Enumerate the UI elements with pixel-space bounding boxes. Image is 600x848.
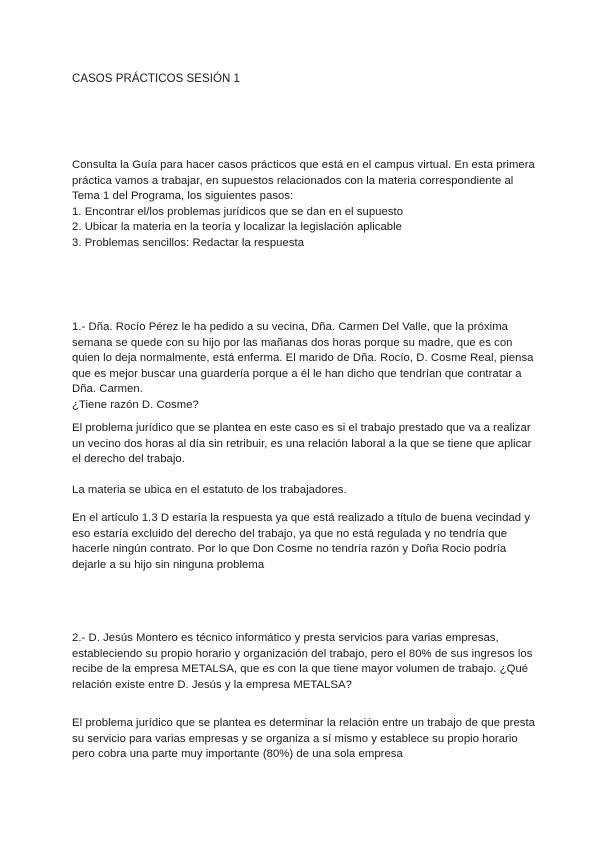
title-line: CASOS PRÁCTICOS SESIÓN 1 (72, 73, 240, 85)
text-line: relación existe entre D. Jesús y la empresa METALSA? (72, 678, 352, 691)
case-1-problem (72, 421, 532, 468)
intro-paragraph (72, 158, 535, 252)
text-line: dejarle a su hijo sin ninguna problema (72, 558, 265, 571)
text-line: En el artículo 1.3 D estaría la respuesta ya que está realizado a título de buena vecindad y (72, 512, 531, 524)
text-line: El problema jurídico que se plantea en este caso es si el trabajo prestado que va a realizar (72, 422, 531, 434)
text-line: un vecino dos horas al día sin retribuir, es una relación laboral a la que se tiene que aplicar (72, 437, 532, 450)
text-line: Consulta la Guía para hacer casos prácticos que está en el campus virtual. En esta primera (72, 159, 535, 171)
text-line: hacerle ningún contrato. Por lo que Don Cosme no tendría razón y Doña Rocio podría (72, 543, 507, 556)
case-2-statement (72, 631, 532, 693)
text-line: semana se quede con su hijo por las mañanas dos horas porque su madre, que es con (72, 336, 513, 349)
text-line: 1.- Dña. Rocío Pérez le ha pedido a su vecina, Dña. Carmen Del Valle, que la próxima (72, 321, 509, 333)
case-1-statement (72, 320, 532, 414)
step-item: 2. Ubicar la materia en la teoría y localizar la legislación aplicable (72, 221, 403, 234)
text-line: Dña. Carmen. (72, 383, 143, 396)
text-line: el derecho del trabajo. (72, 453, 185, 466)
case-question: ¿Tiene razón D. Cosme? (72, 398, 199, 411)
text-line: su servicio para varias empresas y se organiza a sí mismo y establece su propio horario (72, 732, 518, 745)
text-line: que es mejor buscar una guardería porque a él le han dicho que tendrían que contratar a (72, 367, 522, 380)
text-line: El problema jurídico que se plantea es determinar la relación entre un trabajo de que presta (72, 717, 536, 729)
case-1-location (72, 483, 532, 499)
text-line: práctica vamos a trabajar, en supuestos relacionados con la materia correspondiente al (72, 174, 514, 187)
text-line: Tema 1 del Programa, los siguientes pasos: (72, 190, 294, 203)
text-line: 2.- D. Jesús Montero es técnico informático y presta servicios para varias empresas, (72, 632, 499, 644)
text-line: recibe de la empresa METALSA, que es con la que tiene mayor volumen de trabajo. ¿Qué (72, 663, 529, 676)
case-1-answer (72, 511, 532, 573)
step-item: 3. Problemas sencillos: Redactar la respuesta (72, 236, 305, 249)
text-line: quien lo deja normalmente, está enferma. El marido de Dña. Rocío, D. Cosme Real, piensa (72, 352, 534, 365)
text-line: pero cobra una parte muy importante (80%) de una sola empresa (72, 748, 403, 761)
text-line: La materia se ubica en el estatuto de los trabajadores. (72, 484, 347, 496)
step-item: 1. Encontrar el/los problemas jurídicos que se dan en el supuesto (72, 205, 404, 218)
case-2-problem (72, 716, 536, 763)
text-line: eso estaría excluido del derecho del trabajo, ya que no está regulada y no tendría que (72, 527, 508, 540)
document-title (72, 72, 532, 88)
text-line: estableciendo su propio horario y organización del trabajo, pero el 80% de sus ingresos los (72, 647, 533, 660)
